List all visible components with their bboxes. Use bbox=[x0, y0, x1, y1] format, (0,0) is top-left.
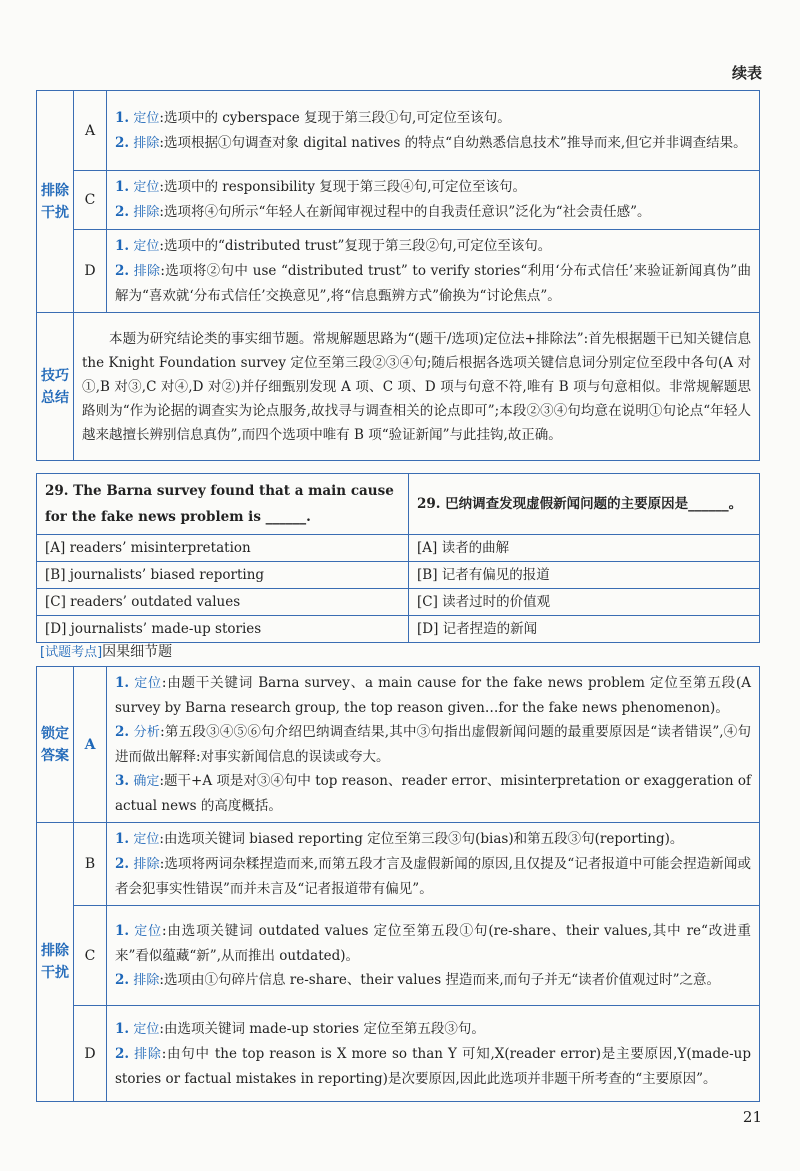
section-label-exclude-2: 排除干扰 bbox=[37, 823, 74, 1102]
tips-summary: 本题为研究结论类的事实细节题。常规解题思路为“(题干/选项)定位法+排除法”:首先根据题干已知关键信息 the Knight Foundation survey 定位至第三段②③④句;随后根据各选项关键信息词分别定位至段中各句(A 对①,B 对③,C 对④,D 对②)并仔细甄别发现 A 项、C 项、D 项与句意不符,唯有 B 项与句意相似。非常规解题思路则为“作为论据的调查实为论点服务,故找寻与调查相关的论点即可”;本段②③④句均意在说明①句论点“年轻人越来越擅长辨别信息真伪”,而四个选项中唯有 B 项“验证新闻”与此挂钩,故正确。 bbox=[74, 313, 760, 461]
question-stem-en: 29. The Barna survey found that a main cause for the fake news problem is ______. bbox=[37, 474, 409, 535]
option-c-zh: [C] 读者过时的价值观 bbox=[409, 589, 760, 616]
option-d-analysis-2: 1. 定位:由选项关键词 made-up stories 定位至第五段③句。 2. 排除:由句中 the top reason is X more so than Y 可知,X(reader error)是主要原因,Y(made-up stories or factual mistakes in reporting)是次要原因,因此此选项并非题干所考查的“主要原因”。 bbox=[107, 1006, 760, 1102]
option-letter-a: A bbox=[74, 91, 107, 171]
option-c-analysis: 1. 定位:选项中的 responsibility 复现于第三段④句,可定位至该句。 2. 排除:选项将④句所示“年轻人在新闻审视过程中的自我责任意识”泛化为“社会责任感”。 bbox=[107, 171, 760, 230]
answer-a-analysis: 1. 定位:由题干关键词 Barna survey、a main cause for the fake news problem 定位至第五段(A survey by Barna research group, the top reason given…for the fake news phenomenon)。 2. 分析:第五段③④⑤⑥句介绍巴纳调查结果,其中③句指出虚假新闻问题的最重要原因是“读者错误”,④句进而做出解释:对事实新闻信息的误读或夸大。 3. 确定:题干+A 项是对③④句中 top reason、reader error、misinterpretation or exaggeration of actual news 的高度概括。 bbox=[107, 667, 760, 823]
option-c-analysis-2: 1. 定位:由选项关键词 outdated values 定位至第五段①句(re-share、their values,其中 re“改进重来”看似蕴藏“新”,从而推出 outdated)。 2. 排除:选项由①句碎片信息 re-share、their values 捏造而来,而句子并无“读者价值观过时”之意。 bbox=[107, 906, 760, 1006]
option-a-analysis: 1. 定位:选项中的 cyberspace 复现于第三段①句,可定位至该句。 2. 排除:选项根据①句调查对象 digital natives 的特点“自幼熟悉信息技术”推导而来,但它并非调查结果。 bbox=[107, 91, 760, 171]
question-stem-zh: 29. 巴纳调查发现虚假新闻问题的主要原因是______。 bbox=[409, 474, 760, 535]
analysis-table-q29 bbox=[36, 666, 760, 1102]
option-letter-b-2: B bbox=[74, 823, 107, 906]
section-label-tips: 技巧总结 bbox=[37, 313, 74, 461]
analysis-table-q28 bbox=[36, 90, 760, 461]
test-point bbox=[40, 641, 172, 661]
option-a-zh: [A] 读者的曲解 bbox=[409, 535, 760, 562]
section-label-lock-answer: 锁定答案 bbox=[37, 667, 74, 823]
option-c-en: [C] readers’ outdated values bbox=[37, 589, 409, 616]
option-d-analysis: 1. 定位:选项中的“distributed trust”复现于第三段②句,可定位至该句。 2. 排除:选项将②句中 use “distributed trust” to verify stories“利用‘分布式信任’来验证新闻真伪”曲解为“喜欢就‘分布式信任’交换意见”,将“信息甄辨方式”偷换为“讨论焦点”。 bbox=[107, 230, 760, 313]
option-d-en: [D] journalists’ made-up stories bbox=[37, 616, 409, 643]
option-b-analysis: 1. 定位:由选项关键词 biased reporting 定位至第三段③句(bias)和第五段③句(reporting)。 2. 排除:选项将两词杂糅捏造而来,而第五段才言及虚假新闻的原因,且仅提及“记者报道中可能会捏造新闻或者会犯事实性错误”而并未言及“记者报道带有偏见”。 bbox=[107, 823, 760, 906]
option-b-zh: [B] 记者有偏见的报道 bbox=[409, 562, 760, 589]
option-b-en: [B] journalists’ biased reporting bbox=[37, 562, 409, 589]
test-point-text: 因果细节题 bbox=[102, 644, 173, 660]
option-letter-d-2: D bbox=[74, 1006, 107, 1102]
question-29-table bbox=[36, 473, 760, 643]
option-d-zh: [D] 记者捏造的新闻 bbox=[409, 616, 760, 643]
section-label-exclude: 排除干扰 bbox=[37, 91, 74, 313]
test-point-label: [试题考点] bbox=[40, 645, 103, 660]
continued-table-header: 续表 bbox=[731, 64, 762, 82]
option-letter-c: C bbox=[74, 171, 107, 230]
page-number: 21 bbox=[742, 1108, 762, 1126]
option-letter-c-2: C bbox=[74, 906, 107, 1006]
option-letter-d: D bbox=[74, 230, 107, 313]
answer-letter-a: A bbox=[74, 667, 107, 823]
option-a-en: [A] readers’ misinterpretation bbox=[37, 535, 409, 562]
